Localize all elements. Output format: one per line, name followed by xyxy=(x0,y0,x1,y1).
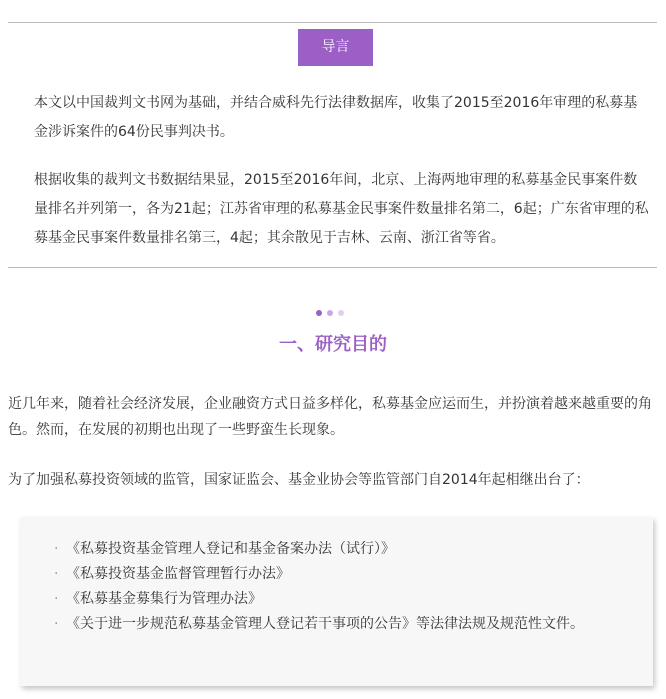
section-heading: 一、研究目的 xyxy=(279,334,387,355)
dot-icon xyxy=(327,310,333,316)
law-title: 《私募投资基金管理人登记和基金备案办法（试行）》 xyxy=(66,541,395,557)
law-list-card xyxy=(20,517,653,686)
intro-box xyxy=(8,22,657,268)
section-dots-icon xyxy=(316,310,344,316)
intro-paragraph-1: 本文以中国裁判文书网为基础，并结合威科先行法律数据库，收集了2015至2016年审理的私募基金涉诉案件的64份民事判决书。 xyxy=(34,95,638,140)
dot-icon xyxy=(338,310,344,316)
list-item xyxy=(54,537,640,562)
bullet-icon: · xyxy=(54,591,59,607)
bullet-icon: · xyxy=(54,566,59,582)
law-title: 《私募基金募集行为管理办法》 xyxy=(66,591,262,607)
law-title: 《私募投资基金监督管理暂行办法》 xyxy=(66,566,290,582)
law-title: 《关于进一步规范私募基金管理人登记若干事项的公告》等法律法规及规范性文件。 xyxy=(66,616,584,632)
bullet-icon: · xyxy=(54,616,59,632)
list-item xyxy=(54,562,640,587)
intro-paragraph-2: 根据收集的裁判文书数据结果显，2015至2016年间，北京、上海两地审理的私募基金民事案件数量排名并列第一，各为21起；江苏省审理的私募基金民事案件数量排名第二，6起；广东省审理的私募基金民事案件数量排名第三，4起；其余散见于吉林、云南、浙江省等省。 xyxy=(34,172,649,246)
list-item xyxy=(54,587,640,612)
law-list xyxy=(54,537,640,637)
bullet-icon: · xyxy=(54,541,59,557)
body-paragraph-2: 为了加强私募投资领域的监管，国家证监会、基金业协会等监管部门自2014年起相继出台了： xyxy=(8,472,590,488)
list-item xyxy=(54,612,640,637)
dot-icon xyxy=(316,310,322,316)
intro-tag: 导言 xyxy=(298,29,373,66)
body-paragraph-1: 近几年来，随着社会经济发展，企业融资方式日益多样化，私募基金应运而生，并扮演着越来越重要的角色。然而，在发展的初期也出现了一些野蛮生长现象。 xyxy=(8,396,652,438)
